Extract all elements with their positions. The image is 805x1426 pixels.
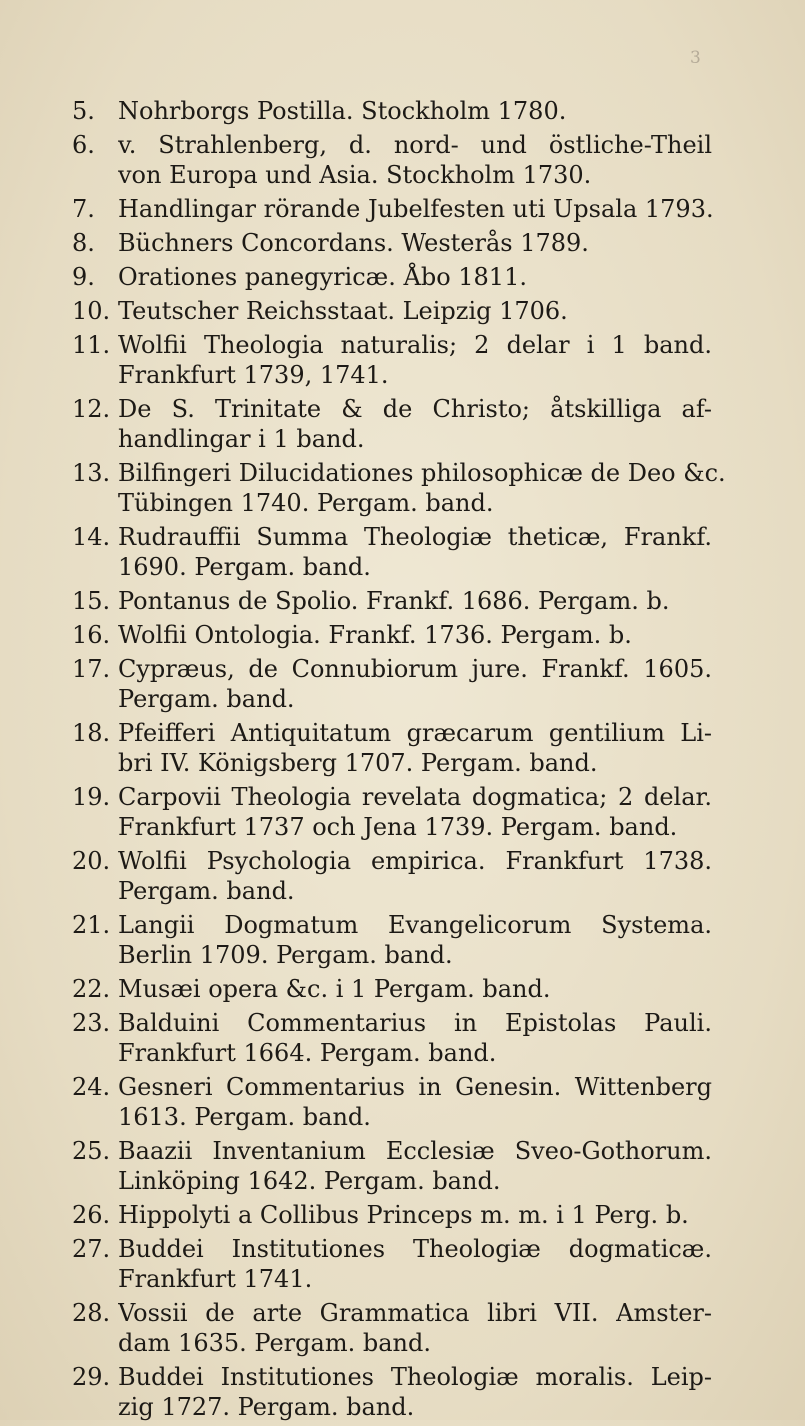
entry-line: Rudrauffii Summa Theologiæ theticæ, Frankf.: [118, 523, 712, 551]
entry-text: [118, 262, 712, 292]
entry-line: von Europa und Asia. Stockholm 1730.: [118, 161, 592, 189]
catalogue-list: [72, 96, 726, 1426]
entry-line: v. Strahlenberg, d. nord- und östliche-Theil: [118, 131, 712, 159]
entry-number: 8.: [72, 229, 95, 257]
entry-number: 11.: [72, 331, 111, 359]
entry-number: 25.: [72, 1137, 111, 1165]
entry-line: bri IV. Königsberg 1707. Pergam. band.: [118, 749, 598, 777]
entry-text: [118, 1072, 712, 1132]
entry-text: [118, 394, 712, 454]
entry-number: 28.: [72, 1299, 111, 1327]
entry-line: Berlin 1709. Pergam. band.: [118, 941, 453, 969]
entry-number: 10.: [72, 297, 111, 325]
entry-text: [118, 1200, 712, 1230]
entry-line: Buddei Institutiones Theologiæ moralis. Leip-: [118, 1363, 712, 1391]
catalogue-entry: [72, 586, 712, 616]
entry-line: Bilfingeri Dilucidationes philosophicæ de Deo &c.: [118, 459, 726, 487]
entry-line: dam 1635. Pergam. band.: [118, 1329, 431, 1357]
entry-text: [118, 228, 712, 258]
catalogue-entry: [72, 1200, 712, 1230]
entry-number: 9.: [72, 263, 95, 291]
entry-text: [118, 194, 714, 224]
catalogue-entry: [72, 96, 712, 126]
entry-line: Teutscher Reichsstaat. Leipzig 1706.: [118, 297, 568, 325]
catalogue-entry: [72, 296, 712, 326]
entry-text: [118, 96, 712, 126]
entry-text: [118, 846, 712, 906]
entry-text: [118, 296, 712, 326]
entry-line: Linköping 1642. Pergam. band.: [118, 1167, 501, 1195]
entry-text: [118, 458, 726, 518]
entry-line: Baazii Inventanium Ecclesiæ Sveo-Gothorum.: [118, 1137, 712, 1165]
catalogue-entry: [72, 910, 712, 970]
entry-number: 18.: [72, 719, 111, 747]
entry-number: 22.: [72, 975, 111, 1003]
entry-text: [118, 130, 712, 190]
entry-line: handlingar i 1 band.: [118, 425, 365, 453]
entry-line: Langii Dogmatum Evangelicorum Systema.: [118, 911, 712, 939]
entry-text: [118, 522, 712, 582]
entry-line: Pergam. band.: [118, 685, 295, 713]
entry-text: [118, 654, 712, 714]
entry-text: [118, 330, 712, 390]
entry-line: Hippolyti a Collibus Princeps m. m. i 1 Perg. b.: [118, 1201, 689, 1229]
entry-line: Frankfurt 1664. Pergam. band.: [118, 1039, 497, 1067]
entry-text: [118, 1008, 712, 1068]
catalogue-entry: [72, 330, 712, 390]
entry-text: [118, 718, 712, 778]
entry-line: zig 1727. Pergam. band.: [118, 1393, 415, 1421]
entry-number: 29.: [72, 1363, 111, 1391]
entry-number: 6.: [72, 131, 95, 159]
entry-line: Büchners Concordans. Westerås 1789.: [118, 229, 589, 257]
entry-line: Pfeifferi Antiquitatum græcarum gentilium Li-: [118, 719, 712, 747]
catalogue-entry: [72, 1362, 712, 1422]
entry-number: 26.: [72, 1201, 111, 1229]
entry-number: 27.: [72, 1235, 111, 1263]
entry-text: [118, 1136, 712, 1196]
catalogue-entry: [72, 1136, 712, 1196]
catalogue-entry: [72, 1072, 712, 1132]
entry-line: Tübingen 1740. Pergam. band.: [118, 489, 494, 517]
entry-number: 5.: [72, 97, 95, 125]
entry-text: [118, 782, 712, 842]
entry-line: Nohrborgs Postilla. Stockholm 1780.: [118, 97, 567, 125]
entry-number: 7.: [72, 195, 95, 223]
catalogue-entry: [72, 1234, 712, 1294]
entry-line: Frankfurt 1737 och Jena 1739. Pergam. band.: [118, 813, 678, 841]
catalogue-entry: [72, 1298, 712, 1358]
entry-line: Carpovii Theologia revelata dogmatica; 2 delar.: [118, 783, 712, 811]
catalogue-entry: [72, 620, 712, 650]
entry-text: [118, 620, 712, 650]
catalogue-entry: [72, 522, 712, 582]
entry-text: [118, 1234, 712, 1294]
entry-number: 21.: [72, 911, 111, 939]
entry-text: [118, 974, 712, 1004]
entry-number: 15.: [72, 587, 111, 615]
entry-line: Wolfii Psychologia empirica. Frankfurt 1738.: [118, 847, 712, 875]
catalogue-entry: [72, 654, 712, 714]
catalogue-entry: [72, 782, 712, 842]
entry-line: Pergam. band.: [118, 877, 295, 905]
entry-line: Handlingar rörande Jubelfesten uti Upsala 1793.: [118, 195, 714, 223]
entry-line: Cypræus, de Connubiorum jure. Frankf. 1605.: [118, 655, 712, 683]
entry-number: 19.: [72, 783, 111, 811]
catalogue-entry: [72, 458, 726, 518]
entry-text: [118, 586, 712, 616]
entry-line: Orationes panegyricæ. Åbo 1811.: [118, 263, 527, 291]
catalogue-entry: [72, 1008, 712, 1068]
entry-line: 1690. Pergam. band.: [118, 553, 371, 581]
entry-line: Frankfurt 1739, 1741.: [118, 361, 389, 389]
entry-number: 13.: [72, 459, 111, 487]
entry-text: [118, 1298, 712, 1358]
entry-number: 14.: [72, 523, 111, 551]
entry-line: Buddei Institutiones Theologiæ dogmaticæ.: [118, 1235, 712, 1263]
entry-number: 24.: [72, 1073, 111, 1101]
catalogue-entry: [72, 394, 712, 454]
entry-number: 16.: [72, 621, 111, 649]
entry-text: [118, 1362, 712, 1422]
catalogue-entry: [72, 846, 712, 906]
entry-text: [118, 910, 712, 970]
entry-line: Wolfii Ontologia. Frankf. 1736. Pergam. b.: [118, 621, 632, 649]
catalogue-entry: [72, 228, 712, 258]
entry-number: 17.: [72, 655, 111, 683]
entry-line: Vossii de arte Grammatica libri VII. Amster-: [118, 1299, 712, 1327]
catalogue-entry: [72, 194, 712, 224]
entry-line: Musæi opera &c. i 1 Pergam. band.: [118, 975, 551, 1003]
entry-line: 1613. Pergam. band.: [118, 1103, 371, 1131]
entry-number: 12.: [72, 395, 111, 423]
entry-number: 20.: [72, 847, 111, 875]
entry-line: Pontanus de Spolio. Frankf. 1686. Pergam. b.: [118, 587, 670, 615]
page-number: 3: [690, 48, 701, 68]
catalogue-entry: [72, 974, 712, 1004]
entry-number: 23.: [72, 1009, 111, 1037]
entry-line: Gesneri Commentarius in Genesin. Wittenberg: [118, 1073, 712, 1101]
catalogue-entry: [72, 130, 712, 190]
entry-line: Frankfurt 1741.: [118, 1265, 313, 1293]
entry-line: Balduini Commentarius in Epistolas Pauli.: [118, 1009, 712, 1037]
catalogue-entry: [72, 718, 712, 778]
entry-line: De S. Trinitate & de Christo; åtskilliga af-: [118, 395, 712, 423]
catalogue-entry: [72, 262, 712, 292]
entry-line: Wolfii Theologia naturalis; 2 delar i 1 band.: [118, 331, 712, 359]
